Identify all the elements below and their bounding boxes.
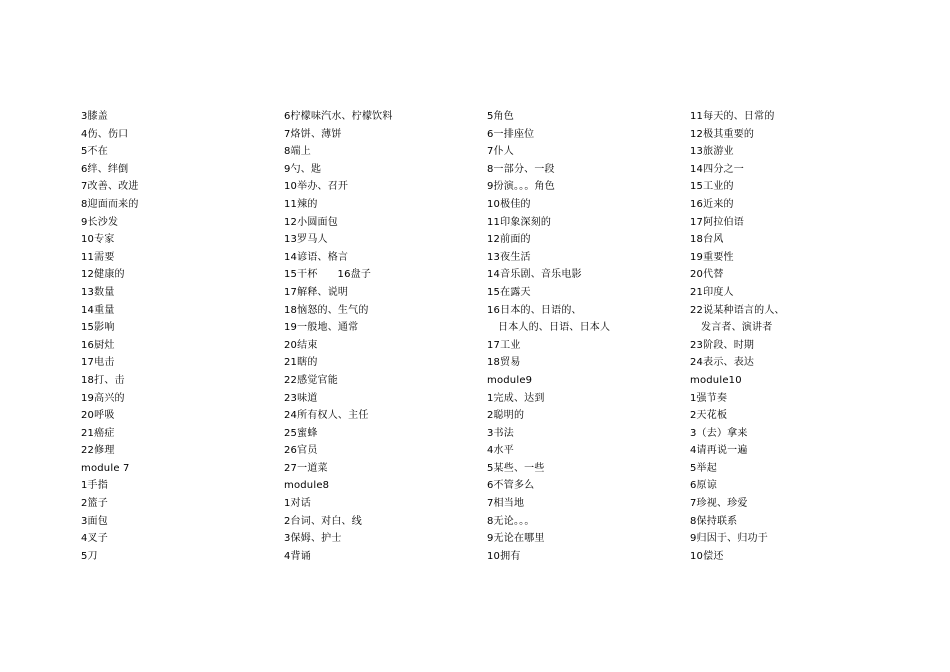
vocab-entry-text: 4伤、伤口 bbox=[81, 128, 129, 140]
vocab-entry-text: 13旅游业 bbox=[690, 146, 734, 158]
vocab-entry bbox=[487, 319, 687, 337]
vocab-entry-text: 15工业的 bbox=[690, 181, 734, 193]
vocab-entry-text: 23味道 bbox=[284, 392, 318, 404]
vocab-entry bbox=[487, 477, 687, 495]
vocab-entry-text: 4请再说一遍 bbox=[690, 445, 748, 457]
vocab-entry-text: 27一道菜 bbox=[284, 462, 328, 474]
vocab-entry-text: 10专家 bbox=[81, 234, 115, 246]
vocab-entry-text: 5刀 bbox=[81, 550, 98, 562]
vocab-entry-text: 15干杯 bbox=[284, 269, 318, 281]
vocab-entry bbox=[81, 161, 281, 179]
vocab-entry bbox=[81, 108, 281, 126]
vocab-entry-text: 24表示、表达 bbox=[690, 357, 755, 369]
vocab-entry-text: 14重量 bbox=[81, 304, 115, 316]
vocab-entry bbox=[81, 495, 281, 513]
vocab-entry bbox=[284, 126, 484, 144]
vocab-entry bbox=[284, 477, 484, 495]
vocab-entry bbox=[487, 495, 687, 513]
vocab-entry-text: 8无论。。。 bbox=[487, 515, 535, 527]
vocab-entry bbox=[690, 477, 890, 495]
vocab-entry-text: 6不管多么 bbox=[487, 480, 535, 492]
vocab-entry bbox=[284, 425, 484, 443]
vocab-entry bbox=[81, 337, 281, 355]
vocab-entry-text: 2聪明的 bbox=[487, 410, 525, 422]
vocab-entry bbox=[690, 178, 890, 196]
vocab-entry-text: 2天花板 bbox=[690, 410, 728, 422]
vocab-entry bbox=[487, 249, 687, 267]
vocab-entry-text: 9无论在哪里 bbox=[487, 533, 545, 545]
vocab-entry bbox=[284, 460, 484, 478]
vocab-entry bbox=[487, 143, 687, 161]
vocab-entry-text: 3膝盖 bbox=[81, 111, 108, 122]
vocab-entry bbox=[81, 126, 281, 144]
vocab-entry bbox=[690, 530, 890, 548]
vocab-entry-text: 23阶段、时期 bbox=[690, 339, 755, 351]
vocab-entry bbox=[81, 231, 281, 249]
vocab-entry bbox=[81, 302, 281, 320]
vocab-entry bbox=[284, 302, 484, 320]
vocab-entry bbox=[487, 302, 687, 320]
vocab-entry bbox=[690, 407, 890, 425]
vocab-entry-text: 26官员 bbox=[284, 445, 318, 457]
vocab-entry bbox=[690, 266, 890, 284]
vocab-entry-text: 4背诵 bbox=[284, 550, 311, 562]
vocab-entry-text: 21癌症 bbox=[81, 427, 115, 439]
vocab-entry bbox=[690, 337, 890, 355]
vocab-entry-text: 3书法 bbox=[487, 427, 514, 439]
vocab-entry-text: 18贸易 bbox=[487, 357, 521, 369]
vocab-entry-text: 12健康的 bbox=[81, 269, 125, 281]
vocab-entry bbox=[487, 530, 687, 548]
vocab-entry-text: 6柠檬味汽水、柠檬饮料 bbox=[284, 111, 393, 122]
vocab-entry-text: 12前面的 bbox=[487, 234, 531, 246]
vocab-entry-text: 7烙饼、薄饼 bbox=[284, 128, 342, 140]
vocab-entry bbox=[81, 530, 281, 548]
vocab-entry-text: 7仆人 bbox=[487, 146, 514, 158]
vocab-entry bbox=[487, 214, 687, 232]
vocab-entry bbox=[284, 108, 484, 126]
vocab-entry bbox=[487, 161, 687, 179]
vocab-entry bbox=[487, 354, 687, 372]
vocab-entry bbox=[81, 460, 281, 478]
vocab-entry-text: 2台词、对白、线 bbox=[284, 515, 362, 527]
vocab-entry bbox=[690, 302, 890, 320]
vocab-entry-text: 3面包 bbox=[81, 515, 108, 527]
vocab-entry-text: 7改善、改进 bbox=[81, 181, 139, 193]
vocab-entry bbox=[487, 337, 687, 355]
vocab-entry-text: 13夜生活 bbox=[487, 251, 531, 263]
vocab-entry bbox=[81, 477, 281, 495]
vocab-entry-text: 12小圆面包 bbox=[284, 216, 338, 228]
vocab-entry-text: 18台风 bbox=[690, 234, 724, 246]
vocab-entry bbox=[284, 337, 484, 355]
vocab-column-3 bbox=[487, 108, 687, 565]
vocab-entry-text: 9长沙发 bbox=[81, 216, 119, 228]
vocab-entry bbox=[284, 319, 484, 337]
vocab-column-2 bbox=[284, 108, 484, 565]
vocab-entry bbox=[487, 442, 687, 460]
vocab-entry bbox=[690, 460, 890, 478]
vocab-entry bbox=[284, 196, 484, 214]
vocab-column-1 bbox=[81, 108, 281, 565]
vocab-entry-text: 19重要性 bbox=[690, 251, 734, 263]
vocab-entry-text: 4水平 bbox=[487, 445, 514, 457]
vocab-entry bbox=[690, 143, 890, 161]
vocab-entry-text: 15在露天 bbox=[487, 286, 531, 298]
vocab-entry-text: 9扮演。。。角色 bbox=[487, 181, 555, 193]
vocab-entry bbox=[487, 284, 687, 302]
vocab-entry bbox=[81, 372, 281, 390]
vocab-entry bbox=[487, 266, 687, 284]
vocab-entry bbox=[284, 390, 484, 408]
vocab-entry-text: 18打、击 bbox=[81, 374, 125, 386]
vocab-entry-text: 10拥有 bbox=[487, 550, 521, 562]
vocab-entry bbox=[81, 407, 281, 425]
vocab-entry bbox=[284, 249, 484, 267]
vocab-entry bbox=[690, 425, 890, 443]
vocab-entry-text: 16厨灶 bbox=[81, 339, 115, 351]
vocab-entry bbox=[690, 214, 890, 232]
vocab-entry-text: 17阿拉伯语 bbox=[690, 216, 744, 228]
vocab-entry-text: 8一部分、一段 bbox=[487, 163, 555, 175]
vocab-entry bbox=[487, 407, 687, 425]
vocab-entry bbox=[690, 196, 890, 214]
vocab-entry-text: 9勺、匙 bbox=[284, 163, 322, 175]
vocab-entry bbox=[284, 284, 484, 302]
vocab-entry bbox=[284, 214, 484, 232]
vocab-entry-text: 11辣的 bbox=[284, 198, 318, 210]
vocab-entry-text: 发言者、演讲者 bbox=[701, 322, 773, 334]
vocab-entry-text: 日本人的、日语、日本人 bbox=[498, 322, 611, 334]
vocab-entry-text: 19一般地、通常 bbox=[284, 322, 359, 334]
vocab-entry-text: 12极其重要的 bbox=[690, 128, 755, 140]
vocab-entry bbox=[284, 548, 484, 566]
vocab-entry bbox=[690, 319, 890, 337]
vocab-entry bbox=[690, 126, 890, 144]
vocab-entry bbox=[81, 390, 281, 408]
vocab-entry-text: 14音乐剧、音乐电影 bbox=[487, 269, 582, 281]
vocab-entry-text: module 7 bbox=[81, 462, 130, 474]
vocab-entry bbox=[690, 284, 890, 302]
vocab-entry-text: 5不在 bbox=[81, 146, 108, 158]
vocab-entry bbox=[81, 266, 281, 284]
vocab-entry-text: 5举起 bbox=[690, 462, 717, 474]
vocab-entry-text: 1强节奏 bbox=[690, 392, 728, 404]
vocab-entry-text: 1手指 bbox=[81, 480, 108, 492]
vocab-entry-text: 3保姆、护士 bbox=[284, 533, 342, 545]
vocab-entry-text: 8保持联系 bbox=[690, 515, 738, 527]
vocab-entry-text: 16日本的、日语的、 bbox=[487, 304, 582, 316]
vocab-entry-text: 25蜜蜂 bbox=[284, 427, 318, 439]
vocab-entry-text: 15影响 bbox=[81, 322, 115, 334]
vocab-entry bbox=[487, 126, 687, 144]
vocab-entry-text: 20结束 bbox=[284, 339, 318, 351]
vocab-entry-text: 19高兴的 bbox=[81, 392, 125, 404]
vocab-entry-text: 16近来的 bbox=[690, 198, 734, 210]
vocab-entry bbox=[81, 249, 281, 267]
vocab-entry-text: 10举办、召开 bbox=[284, 181, 349, 193]
vocab-entry bbox=[690, 495, 890, 513]
vocab-entry-text: 3（去）拿来 bbox=[690, 427, 748, 439]
vocab-entry bbox=[284, 178, 484, 196]
vocab-entry bbox=[690, 231, 890, 249]
vocab-entry bbox=[284, 372, 484, 390]
vocab-entry bbox=[284, 266, 484, 284]
vocab-entry bbox=[487, 108, 687, 126]
vocab-entry-text: 21瞎的 bbox=[284, 357, 318, 369]
vocab-entry bbox=[690, 513, 890, 531]
vocab-entry bbox=[487, 390, 687, 408]
vocab-entry-text: 17电击 bbox=[81, 357, 115, 369]
vocab-entry bbox=[690, 354, 890, 372]
vocab-entry-text: 5某些、一些 bbox=[487, 462, 545, 474]
vocab-entry bbox=[81, 442, 281, 460]
vocab-entry bbox=[284, 513, 484, 531]
vocab-entry bbox=[487, 196, 687, 214]
vocab-entry-text: 16盘子 bbox=[337, 269, 372, 281]
vocab-entry-text: 9归因于、归功于 bbox=[690, 533, 768, 545]
vocab-entry-text: 22感觉官能 bbox=[284, 374, 338, 386]
vocab-entry bbox=[690, 390, 890, 408]
vocab-entry-text: 22修理 bbox=[81, 445, 115, 457]
vocab-entry-text: 6一排座位 bbox=[487, 128, 535, 140]
vocab-entry bbox=[81, 425, 281, 443]
vocab-entry bbox=[690, 108, 890, 126]
vocab-entry-text: 11每天的、日常的 bbox=[690, 111, 775, 122]
vocab-entry bbox=[284, 354, 484, 372]
vocab-entry-text: 21印度人 bbox=[690, 286, 734, 298]
vocab-entry-text: 13数量 bbox=[81, 286, 115, 298]
vocab-entry bbox=[284, 530, 484, 548]
vocab-column-4 bbox=[690, 108, 890, 565]
vocab-entry-text: 20代替 bbox=[690, 269, 724, 281]
vocab-entry-text: 22说某种语言的人、 bbox=[690, 304, 785, 316]
vocab-entry bbox=[81, 196, 281, 214]
vocab-entry bbox=[487, 178, 687, 196]
vocab-entry-text: 14谚语、格言 bbox=[284, 251, 349, 263]
vocab-entry bbox=[487, 548, 687, 566]
vocab-entry-text: 2篮子 bbox=[81, 498, 108, 510]
vocab-entry bbox=[284, 231, 484, 249]
vocab-entry-text: 6原谅 bbox=[690, 480, 717, 492]
vocab-entry bbox=[690, 548, 890, 566]
vocab-entry-text: 18恼怒的、生气的 bbox=[284, 304, 369, 316]
vocab-entry bbox=[487, 425, 687, 443]
vocab-entry-text: module9 bbox=[487, 374, 533, 386]
vocab-entry bbox=[690, 442, 890, 460]
vocab-entry bbox=[690, 249, 890, 267]
vocab-entry-text: 10极佳的 bbox=[487, 198, 531, 210]
vocab-entry bbox=[487, 513, 687, 531]
vocab-entry-text: 1对话 bbox=[284, 498, 311, 510]
vocab-entry bbox=[81, 548, 281, 566]
vocab-entry-text: 13罗马人 bbox=[284, 234, 328, 246]
vocab-entry-text: 5角色 bbox=[487, 111, 514, 122]
vocab-entry-text: 7珍视、珍爱 bbox=[690, 498, 748, 510]
vocab-entry bbox=[81, 214, 281, 232]
vocab-entry-text: 11印象深刻的 bbox=[487, 216, 552, 228]
vocab-entry-text: 1完成、达到 bbox=[487, 392, 545, 404]
vocab-entry-text: 14四分之一 bbox=[690, 163, 744, 175]
vocab-entry bbox=[690, 372, 890, 390]
vocab-entry bbox=[487, 231, 687, 249]
vocab-entry bbox=[284, 161, 484, 179]
vocab-entry bbox=[81, 513, 281, 531]
vocab-entry-text: module8 bbox=[284, 480, 330, 492]
vocab-entry bbox=[81, 143, 281, 161]
vocab-entry-text: 17解释、说明 bbox=[284, 286, 349, 298]
vocab-entry bbox=[487, 460, 687, 478]
vocab-entry-text: 7相当地 bbox=[487, 498, 525, 510]
vocab-entry-text: 24所有权人、主任 bbox=[284, 410, 369, 422]
vocab-entry bbox=[690, 161, 890, 179]
vocab-entry-text: 8端上 bbox=[284, 146, 311, 158]
vocab-entry-text: 8迎面而来的 bbox=[81, 198, 139, 210]
vocab-entry-text: 10偿还 bbox=[690, 550, 724, 562]
vocab-entry bbox=[284, 407, 484, 425]
vocab-entry-text: 6绊、绊倒 bbox=[81, 163, 129, 175]
vocab-entry bbox=[487, 372, 687, 390]
vocab-entry bbox=[284, 143, 484, 161]
vocab-entry bbox=[81, 354, 281, 372]
vocab-entry-text: 17工业 bbox=[487, 339, 521, 351]
vocab-entry bbox=[81, 319, 281, 337]
vocab-entry bbox=[284, 442, 484, 460]
vocab-entry-text: 11需要 bbox=[81, 251, 115, 263]
vocab-entry bbox=[81, 284, 281, 302]
vocab-entry-text: 20呼吸 bbox=[81, 410, 115, 422]
vocab-entry bbox=[81, 178, 281, 196]
vocab-entry bbox=[284, 495, 484, 513]
vocab-entry-text: module10 bbox=[690, 374, 742, 386]
vocab-entry-text: 4叉子 bbox=[81, 533, 108, 545]
